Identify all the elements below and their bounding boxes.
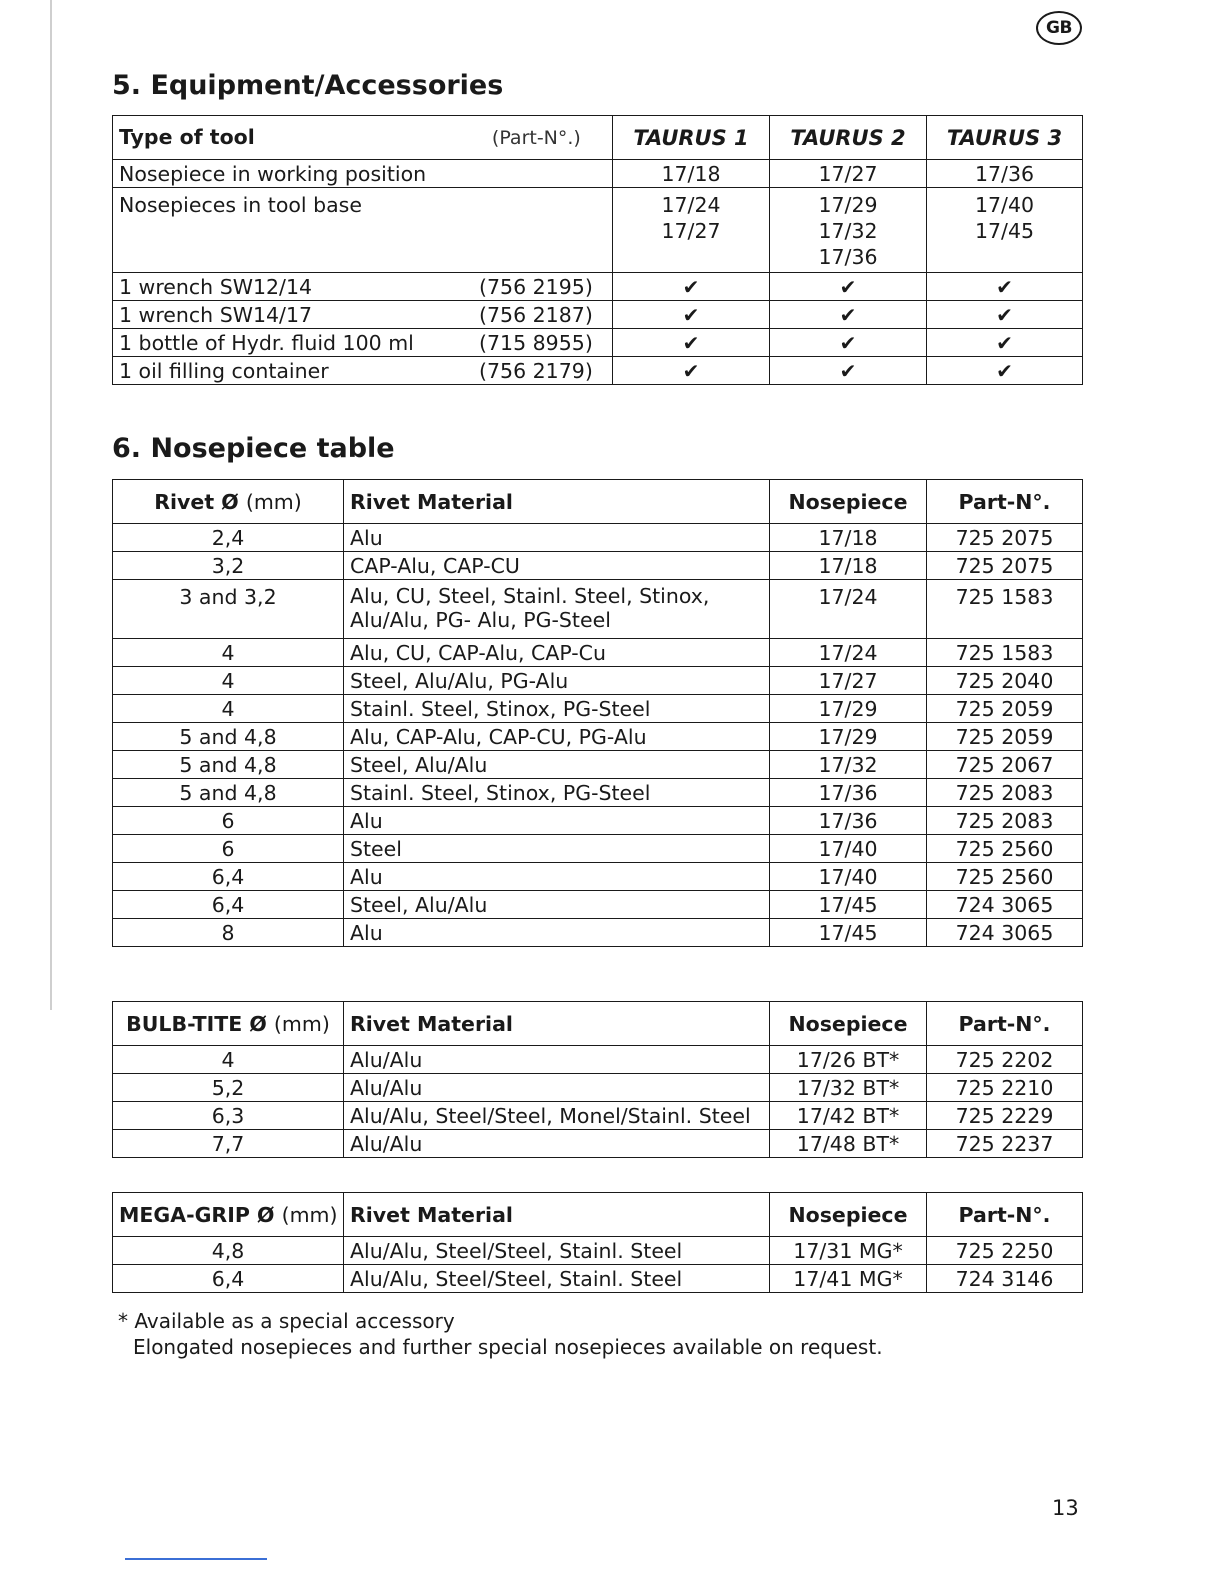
rivet-diameter-cell: 5 and 4,8 (113, 751, 344, 779)
taurus1-cell: 17/24 17/27 (613, 188, 770, 273)
rivet-row (113, 891, 1083, 919)
rivet-diameter-cell: 4 (113, 695, 344, 723)
mega-diameter-label: MEGA-GRIP Ø (119, 1202, 275, 1227)
rivet-row (113, 919, 1083, 947)
mega-part-number-cell: 725 2250 (927, 1237, 1083, 1265)
rivet-part-number-cell: 725 2560 (927, 863, 1083, 891)
rivet-diameter-cell: 6,4 (113, 891, 344, 919)
mega-part-number-cell: 724 3146 (927, 1265, 1083, 1293)
mega-grip-table (112, 1192, 1083, 1293)
mega-material-cell: Alu/Alu, Steel/Steel, Stainl. Steel (344, 1237, 770, 1265)
taurus2-header: TAURUS 2 (770, 116, 927, 160)
rivet-material-cell: Steel, Alu/Alu (344, 751, 770, 779)
mega-diameter-cell: 6,4 (113, 1265, 344, 1293)
rivet-material-cell: Alu (344, 807, 770, 835)
rivet-material-cell: Alu (344, 919, 770, 947)
rivet-part-number-cell: 725 1583 (927, 639, 1083, 667)
bulb-diameter-unit: (mm) (273, 1011, 330, 1036)
equipment-row (113, 301, 1083, 329)
equipment-table (112, 115, 1083, 385)
footnote-line-2: Elongated nosepieces and further special nosepieces available on request. (133, 1335, 883, 1359)
rivet-material-cell: Alu, CU, CAP-Alu, CAP-Cu (344, 639, 770, 667)
rivet-material-cell: Stainl. Steel, Stinox, PG-Steel (344, 695, 770, 723)
mega-diameter-header (113, 1193, 344, 1237)
tool-item-cell (113, 160, 613, 188)
type-of-tool-header (113, 116, 613, 160)
rivet-row (113, 639, 1083, 667)
rivet-header-row (113, 480, 1083, 524)
bottom-link-rule (125, 1558, 267, 1560)
rivet-row (113, 580, 1083, 639)
rivet-nosepiece-cell: 17/40 (770, 863, 927, 891)
bulb-nosepiece-cell: 17/26 BT* (770, 1046, 927, 1074)
rivet-nosepiece-cell: 17/36 (770, 779, 927, 807)
bulb-material-cell: Alu/Alu (344, 1046, 770, 1074)
rivet-diameter-unit: (mm) (245, 489, 302, 514)
rivet-diameter-cell: 3,2 (113, 552, 344, 580)
bulb-material-cell: Alu/Alu (344, 1130, 770, 1158)
tool-item-cell (113, 357, 613, 385)
rivet-part-number-cell: 724 3065 (927, 919, 1083, 947)
tool-part-number: (756 2195) (479, 275, 593, 299)
rivet-diameter-cell: 2,4 (113, 524, 344, 552)
bulb-row (113, 1130, 1083, 1158)
taurus2-cell: ✔ (770, 273, 927, 301)
rivet-diameter-cell: 4 (113, 639, 344, 667)
tool-part-number: (715 8955) (479, 331, 593, 355)
bulb-diameter-cell: 5,2 (113, 1074, 344, 1102)
taurus3-cell: ✔ (927, 301, 1083, 329)
rivet-row (113, 723, 1083, 751)
bulb-diameter-cell: 4 (113, 1046, 344, 1074)
equipment-row (113, 273, 1083, 301)
tool-item-cell (113, 301, 613, 329)
rivet-nosepiece-cell: 17/45 (770, 891, 927, 919)
rivet-nosepiece-cell: 17/27 (770, 667, 927, 695)
rivet-row (113, 751, 1083, 779)
section-6-title: 6. Nosepiece table (112, 433, 395, 464)
rivet-nosepiece-cell: 17/18 (770, 524, 927, 552)
rivet-diameter-header (113, 480, 344, 524)
rivet-diameter-label: Rivet Ø (154, 489, 239, 514)
rivet-material-cell: Alu (344, 863, 770, 891)
mega-part-number-header: Part-N°. (927, 1193, 1083, 1237)
rivet-material-header: Rivet Material (344, 480, 770, 524)
mega-nosepiece-cell: 17/41 MG* (770, 1265, 927, 1293)
rivet-part-number-cell: 725 2075 (927, 524, 1083, 552)
rivet-nosepiece-cell: 17/45 (770, 919, 927, 947)
footnote (118, 1308, 883, 1360)
taurus2-cell: 17/27 (770, 160, 927, 188)
rivet-part-number-cell: 725 2083 (927, 779, 1083, 807)
bulb-part-number-cell: 725 2202 (927, 1046, 1083, 1074)
rivet-material-cell: Steel, Alu/Alu (344, 891, 770, 919)
rivet-part-number-cell: 725 1583 (927, 580, 1083, 639)
rivet-part-number-cell: 725 2059 (927, 723, 1083, 751)
bulb-material-header: Rivet Material (344, 1002, 770, 1046)
taurus1-cell: ✔ (613, 329, 770, 357)
rivet-part-number-cell: 725 2059 (927, 695, 1083, 723)
tool-item-name: 1 wrench SW12/14 (119, 274, 313, 299)
rivet-nosepiece-cell: 17/18 (770, 552, 927, 580)
rivet-row (113, 779, 1083, 807)
rivet-diameter-cell: 8 (113, 919, 344, 947)
rivet-diameter-cell: 4 (113, 667, 344, 695)
equipment-row (113, 357, 1083, 385)
rivet-diameter-cell: 6 (113, 835, 344, 863)
taurus2-cell: ✔ (770, 329, 927, 357)
part-number-header: Part-N°. (927, 480, 1083, 524)
tool-item-cell (113, 273, 613, 301)
bulb-nosepiece-header: Nosepiece (770, 1002, 927, 1046)
rivet-nosepiece-cell: 17/29 (770, 723, 927, 751)
tool-item-name: 1 oil filling container (119, 358, 329, 383)
rivet-part-number-cell: 724 3065 (927, 891, 1083, 919)
rivet-material-cell: CAP-Alu, CAP-CU (344, 552, 770, 580)
equipment-row (113, 160, 1083, 188)
mega-nosepiece-cell: 17/31 MG* (770, 1237, 927, 1265)
bulb-nosepiece-cell: 17/48 BT* (770, 1130, 927, 1158)
taurus1-cell: ✔ (613, 357, 770, 385)
tool-item-cell (113, 329, 613, 357)
tool-item-name: Nosepiece in working position (119, 161, 427, 186)
part-no-header: (Part-N°.) (491, 127, 581, 149)
taurus3-cell: ✔ (927, 273, 1083, 301)
taurus2-cell: ✔ (770, 301, 927, 329)
equipment-header-row (113, 116, 1083, 160)
bulb-row (113, 1046, 1083, 1074)
rivet-row (113, 524, 1083, 552)
taurus3-cell: ✔ (927, 329, 1083, 357)
rivet-row (113, 552, 1083, 580)
rivet-part-number-cell: 725 2067 (927, 751, 1083, 779)
mega-diameter-cell: 4,8 (113, 1237, 344, 1265)
taurus3-header: TAURUS 3 (927, 116, 1083, 160)
footnote-line-1: * Available as a special accessory (118, 1309, 455, 1333)
rivet-row (113, 695, 1083, 723)
mega-header-row (113, 1193, 1083, 1237)
tool-item-name: 1 wrench SW14/17 (119, 302, 313, 327)
taurus3-cell: 17/40 17/45 (927, 188, 1083, 273)
bulb-diameter-cell: 6,3 (113, 1102, 344, 1130)
bulb-material-cell: Alu/Alu (344, 1074, 770, 1102)
bulb-part-number-header: Part-N°. (927, 1002, 1083, 1046)
rivet-material-cell: Alu, CU, Steel, Stainl. Steel, Stinox, Alu/Alu, PG- Alu, PG-Steel (344, 580, 770, 639)
bulb-row (113, 1102, 1083, 1130)
equipment-row (113, 188, 1083, 273)
bulb-part-number-cell: 725 2237 (927, 1130, 1083, 1158)
rivet-diameter-cell: 3 and 3,2 (113, 580, 344, 639)
taurus1-header: TAURUS 1 (613, 116, 770, 160)
mega-material-header: Rivet Material (344, 1193, 770, 1237)
page-number: 13 (1052, 1496, 1079, 1520)
mega-diameter-unit: (mm) (281, 1202, 338, 1227)
bulb-part-number-cell: 725 2229 (927, 1102, 1083, 1130)
bulb-part-number-cell: 725 2210 (927, 1074, 1083, 1102)
section-5-title: 5. Equipment/Accessories (112, 70, 504, 101)
taurus1-cell: ✔ (613, 273, 770, 301)
bulb-tite-table (112, 1001, 1083, 1158)
bulb-header-row (113, 1002, 1083, 1046)
bulb-diameter-header (113, 1002, 344, 1046)
rivet-nosepiece-cell: 17/29 (770, 695, 927, 723)
mega-nosepiece-header: Nosepiece (770, 1193, 927, 1237)
taurus3-cell: 17/36 (927, 160, 1083, 188)
mega-material-cell: Alu/Alu, Steel/Steel, Stainl. Steel (344, 1265, 770, 1293)
rivet-part-number-cell: 725 2083 (927, 807, 1083, 835)
rivet-row (113, 835, 1083, 863)
equipment-row (113, 329, 1083, 357)
taurus1-cell: 17/18 (613, 160, 770, 188)
taurus1-cell: ✔ (613, 301, 770, 329)
nosepiece-header: Nosepiece (770, 480, 927, 524)
rivet-nosepiece-cell: 17/40 (770, 835, 927, 863)
rivet-material-cell: Alu, CAP-Alu, CAP-CU, PG-Alu (344, 723, 770, 751)
rivet-material-cell: Steel (344, 835, 770, 863)
page-edge-rule (50, 0, 52, 1010)
rivet-nosepiece-cell: 17/32 (770, 751, 927, 779)
rivet-row (113, 667, 1083, 695)
bulb-diameter-cell: 7,7 (113, 1130, 344, 1158)
tool-item-name: Nosepieces in tool base (119, 193, 362, 217)
rivet-row (113, 807, 1083, 835)
rivet-nosepiece-table (112, 479, 1083, 947)
mega-row (113, 1265, 1083, 1293)
rivet-diameter-cell: 6 (113, 807, 344, 835)
rivet-part-number-cell: 725 2560 (927, 835, 1083, 863)
rivet-diameter-cell: 6,4 (113, 863, 344, 891)
rivet-nosepiece-cell: 17/24 (770, 639, 927, 667)
bulb-diameter-label: BULB-TITE Ø (126, 1011, 267, 1036)
rivet-part-number-cell: 725 2040 (927, 667, 1083, 695)
rivet-row (113, 863, 1083, 891)
bulb-row (113, 1074, 1083, 1102)
tool-part-number: (756 2179) (479, 359, 593, 383)
tool-part-number: (756 2187) (479, 303, 593, 327)
rivet-diameter-cell: 5 and 4,8 (113, 779, 344, 807)
bulb-nosepiece-cell: 17/42 BT* (770, 1102, 927, 1130)
rivet-nosepiece-cell: 17/36 (770, 807, 927, 835)
taurus3-cell: ✔ (927, 357, 1083, 385)
bulb-material-cell: Alu/Alu, Steel/Steel, Monel/Stainl. Steel (344, 1102, 770, 1130)
rivet-diameter-cell: 5 and 4,8 (113, 723, 344, 751)
mega-row (113, 1237, 1083, 1265)
language-badge: GB (1036, 11, 1082, 45)
tool-item-cell (113, 188, 613, 273)
rivet-material-cell: Alu (344, 524, 770, 552)
type-of-tool-label: Type of tool (119, 125, 255, 149)
rivet-material-cell: Stainl. Steel, Stinox, PG-Steel (344, 779, 770, 807)
taurus2-cell: ✔ (770, 357, 927, 385)
rivet-nosepiece-cell: 17/24 (770, 580, 927, 639)
rivet-material-cell: Steel, Alu/Alu, PG-Alu (344, 667, 770, 695)
bulb-nosepiece-cell: 17/32 BT* (770, 1074, 927, 1102)
taurus2-cell: 17/29 17/32 17/36 (770, 188, 927, 273)
rivet-part-number-cell: 725 2075 (927, 552, 1083, 580)
tool-item-name: 1 bottle of Hydr. fluid 100 ml (119, 330, 414, 355)
